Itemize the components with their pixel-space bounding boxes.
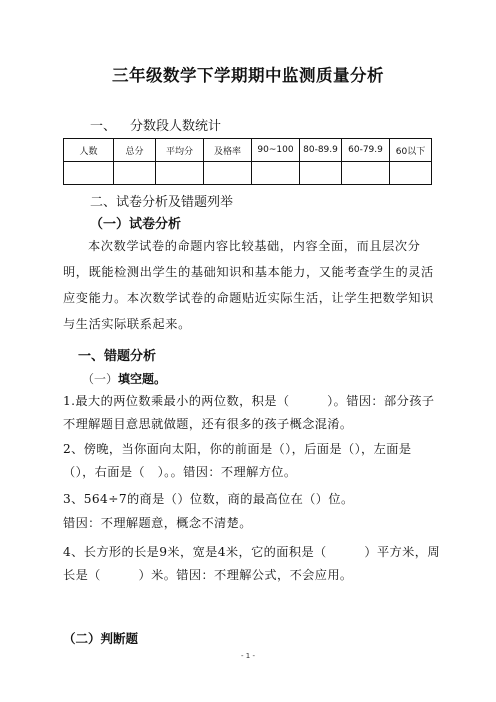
score-distribution-table xyxy=(63,138,432,185)
header-cell: 及格率 xyxy=(204,139,252,162)
subsection-heading-paper-analysis: （一）试卷分析 xyxy=(90,217,182,232)
fill-blank-prefix: （一） xyxy=(82,372,119,386)
analysis-paragraph: 本次数学试卷的命题内容比较基础，内容全面，而且层次分明，既能检测出学生的基础知识和基本能力，又能考查学生的灵活应变能力。本次数学试卷的命题贴近实际生活，让学生把数学知识与生活实际联系起来。 xyxy=(63,239,434,331)
table-cell xyxy=(342,162,390,185)
header-cell: 总分 xyxy=(114,139,156,162)
fill-blank-label: 填空题。 xyxy=(118,372,167,386)
question-3: 3、564÷7的商是（）位数，商的最高位在（）位。 xyxy=(63,492,354,506)
table-cell xyxy=(204,162,252,185)
question-4: 4、长方形的长是9米，宽是4米，它的面积是（ ）平方米，周长是（ ）米。错因：不理解公式，不会应用。 xyxy=(63,545,440,582)
header-cell: 平均分 xyxy=(156,139,204,162)
table-cell xyxy=(114,162,156,185)
section-heading-analysis: 二、试卷分析及错题列举 xyxy=(90,195,234,210)
page-title: 三年级数学下学期期中监测质量分析 xyxy=(112,66,384,85)
fill-blank-heading xyxy=(82,370,166,387)
section-heading-score-stats xyxy=(90,115,221,134)
table-row xyxy=(64,162,432,185)
table-header-row xyxy=(64,139,432,162)
header-cell: 90~100 xyxy=(252,139,300,162)
table-cell xyxy=(252,162,300,185)
question-3-reason: 错因：不理解题意，概念不清楚。 xyxy=(63,516,252,530)
section-label: 分数段人数统计 xyxy=(130,119,222,134)
question-1: 1.最大的两位数乘最小的两位数，积是（ ）。错因：部分孩子不理解题目意思就做题，还有很多的孩子概念混淆。 xyxy=(63,394,435,431)
section-number: 一、 xyxy=(90,119,117,134)
header-cell: 60以下 xyxy=(390,139,432,162)
table-cell xyxy=(156,162,204,185)
table-cell xyxy=(64,162,114,185)
header-cell: 80-89.9 xyxy=(300,139,342,162)
section-heading-error-analysis: 一、错题分析 xyxy=(78,349,157,364)
header-cell: 60-79.9 xyxy=(342,139,390,162)
page-number: - 1 - xyxy=(241,652,255,660)
header-cell: 人数 xyxy=(64,139,114,162)
question-2: 2、傍晚，当你面向太阳，你的前面是（），后面是（），左面是（），右面是（ ）。。错因：不理解方位。 xyxy=(63,442,412,479)
table-cell xyxy=(390,162,432,185)
judgment-heading: （二）判断题 xyxy=(63,631,139,646)
table-cell xyxy=(300,162,342,185)
